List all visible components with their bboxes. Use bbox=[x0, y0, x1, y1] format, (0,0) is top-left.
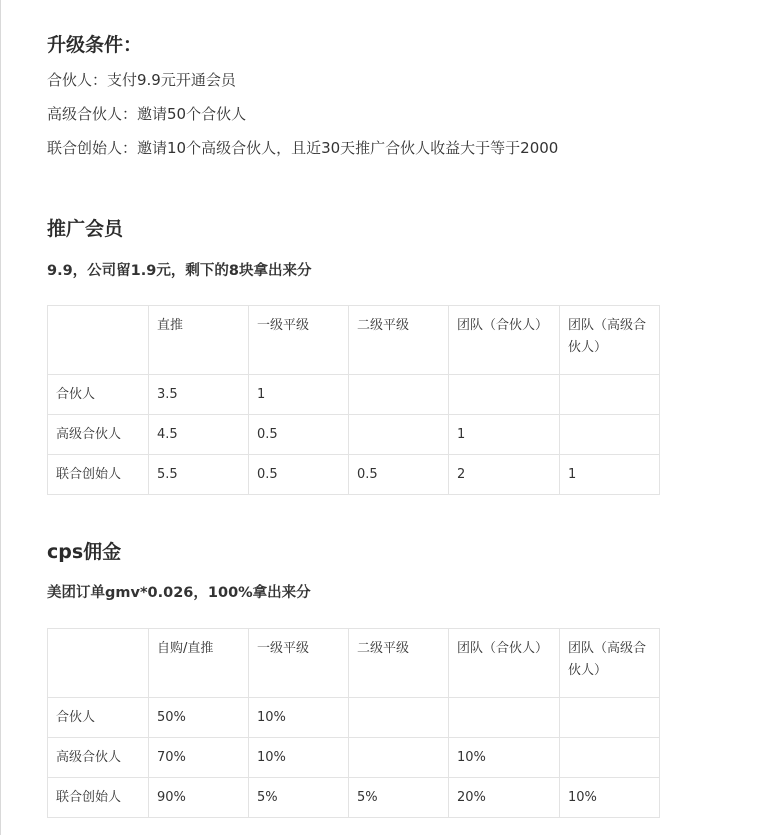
table-header-cell: 团队（合伙人） bbox=[449, 306, 560, 375]
table-header-cell bbox=[48, 306, 149, 375]
table-cell: 20% bbox=[449, 778, 560, 818]
table-cell: 0.5 bbox=[249, 415, 349, 455]
table-cell: 1 bbox=[249, 375, 349, 415]
table-cell bbox=[560, 738, 660, 778]
table-cell bbox=[560, 415, 660, 455]
table-cell bbox=[449, 375, 560, 415]
table-header-cell: 团队（高级合伙人） bbox=[560, 629, 660, 698]
table-cell bbox=[349, 698, 449, 738]
table-cell: 10% bbox=[560, 778, 660, 818]
table-cell: 50% bbox=[149, 698, 249, 738]
condition-cofounder: 联合创始人：邀请10个高级合伙人，且近30天推广合伙人收益大于等于2000 bbox=[47, 139, 559, 157]
condition-senior-partner: 高级合伙人：邀请50个合伙人 bbox=[47, 105, 247, 123]
table-header-cell: 一级平级 bbox=[249, 629, 349, 698]
table-header-cell: 一级平级 bbox=[249, 306, 349, 375]
table-cell: 5% bbox=[349, 778, 449, 818]
table-cell: 10% bbox=[449, 738, 560, 778]
promo-title: 推广会员 bbox=[47, 218, 124, 240]
promo-table bbox=[47, 305, 660, 495]
table-cell: 2 bbox=[449, 455, 560, 495]
table-cell: 5.5 bbox=[149, 455, 249, 495]
condition-partner: 合伙人：支付9.9元开通会员 bbox=[47, 71, 236, 89]
table-cell: 合伙人 bbox=[48, 698, 149, 738]
table-cell: 联合创始人 bbox=[48, 455, 149, 495]
table-cell bbox=[349, 738, 449, 778]
table-cell: 联合创始人 bbox=[48, 778, 149, 818]
table-header-cell: 团队（高级合伙人） bbox=[560, 306, 660, 375]
table-cell: 0.5 bbox=[349, 455, 449, 495]
table-row bbox=[48, 738, 660, 778]
table-cell: 70% bbox=[149, 738, 249, 778]
table-header-cell: 二级平级 bbox=[349, 306, 449, 375]
table-header-row bbox=[48, 306, 660, 375]
table-header-cell: 自购/直推 bbox=[149, 629, 249, 698]
table-cell bbox=[349, 415, 449, 455]
table-row bbox=[48, 778, 660, 818]
cps-table bbox=[47, 628, 660, 818]
promo-subtitle: 9.9，公司留1.9元，剩下的8块拿出来分 bbox=[47, 263, 312, 279]
table-cell: 0.5 bbox=[249, 455, 349, 495]
table-cell: 10% bbox=[249, 738, 349, 778]
table-cell bbox=[349, 375, 449, 415]
table-cell bbox=[449, 698, 560, 738]
table-cell: 1 bbox=[449, 415, 560, 455]
page-left-border bbox=[0, 0, 1, 835]
table-cell: 4.5 bbox=[149, 415, 249, 455]
table-cell: 合伙人 bbox=[48, 375, 149, 415]
table-cell: 1 bbox=[560, 455, 660, 495]
table-header-cell bbox=[48, 629, 149, 698]
table-cell: 10% bbox=[249, 698, 349, 738]
table-header-row bbox=[48, 629, 660, 698]
table-row bbox=[48, 375, 660, 415]
table-header-cell: 直推 bbox=[149, 306, 249, 375]
table-cell: 5% bbox=[249, 778, 349, 818]
table-cell: 高级合伙人 bbox=[48, 415, 149, 455]
table-row bbox=[48, 698, 660, 738]
table-cell: 高级合伙人 bbox=[48, 738, 149, 778]
table-header-cell: 二级平级 bbox=[349, 629, 449, 698]
cps-title: cps佣金 bbox=[47, 541, 122, 563]
table-row bbox=[48, 455, 660, 495]
table-cell: 90% bbox=[149, 778, 249, 818]
cps-subtitle: 美团订单gmv*0.026，100%拿出来分 bbox=[47, 585, 311, 601]
table-cell: 3.5 bbox=[149, 375, 249, 415]
table-header-cell: 团队（合伙人） bbox=[449, 629, 560, 698]
table-cell bbox=[560, 698, 660, 738]
table-cell bbox=[560, 375, 660, 415]
upgrade-title: 升级条件： bbox=[47, 34, 143, 56]
table-row bbox=[48, 415, 660, 455]
